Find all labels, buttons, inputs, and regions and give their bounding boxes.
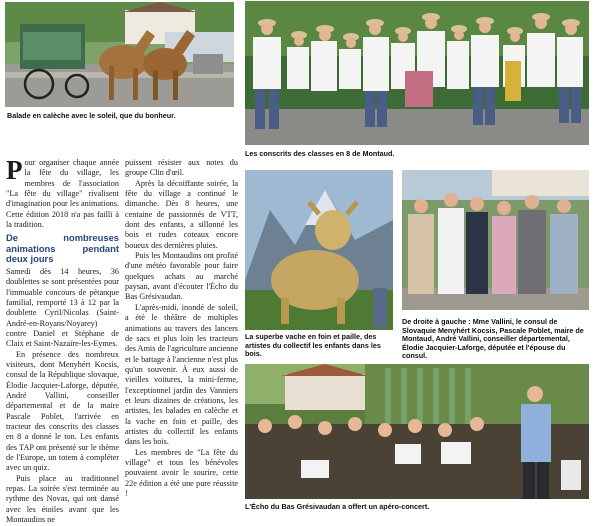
article-column-1	[6, 155, 119, 526]
paragraph: Les membres de "La fête du village" et tous les bénévoles pouvaient avoir le sourire, cette 22e édition a été une pure réussite !	[125, 447, 238, 498]
conscrits-photo	[245, 1, 589, 145]
paragraph: En présence des nombreux visiteurs, dont Menyhért Kocsis, consul de la République slovaque, Élodie Jacquier-Laforge, députée, André Vallini, conseiller départemental et de la maire Pascale Poblet, l'arrivée en tracteur des conscrits des classes en 8 a donné le ton. Les enfants des TAP ont présenté sur le thème de l'Europe, un totem à compléter avec un quiz.	[6, 349, 119, 473]
paragraph: our organiser chaque année la fête du village, les membres de l'association "La fête du village" rivalisent d'imagination pour les animations. Cette édition 2018 n'a pas failli à la tradition.	[6, 158, 119, 230]
vache-photo	[245, 170, 393, 330]
paragraph: Puis les Montaudins ont profité d'une météo favorable pour faire quelques achats au marché paysan, avant d'écouter l'Écho du Bas Grésivaudan.	[125, 251, 238, 302]
caption-vache: La superbe vache en foin et paille, des artistes du collectif les enfants dans les bois.	[245, 332, 381, 359]
caption-officiels: De droite à gauche : Mme Vallini, le consul de Slovaquie Menyhért Kocsis, Pascale Poblet, maire de Montaud, André Vallini, conseiller départemental, Élodie Jacquier-Laforge, députée et l'épouse du consul.	[402, 317, 584, 361]
paragraph: Puis place au traditionnel repas. La soirée s'est terminée au rythme des Novas, qui ont dansé avec les étoiles avant que les Montaudins ne	[6, 473, 119, 525]
caption-conscrits: Les conscrits des classes en 8 de Montaud.	[245, 149, 395, 158]
paragraph: Samedi dès 14 heures, 36 doublettes se sont présentées pour l'immuable concours de pétanque familial, remporté 13 à 12 par la doublette Cyril/Nicolas (Saint-André-en-Royans/Noyarey) contre Daniel et Stéphane de Claix et Saint-Nazaire-les-Eymes.	[6, 266, 119, 349]
officiels-photo	[402, 170, 589, 310]
caption-caleche: Balade en calèche avec le soleil, que du bonheur.	[7, 111, 176, 120]
paragraph: Après la décoiffante soirée, la fête du village a continué le dimanche. Dès 8 heures, une centaine de passionnés de VTT, dont des enfants, a sillonné les bois et rudes coteaux encore boueux des dernières pluies.	[125, 178, 238, 250]
paragraph: puissent résister aux notes du groupe Clin d'œil.	[125, 158, 238, 178]
subheading: De nombreuses animations pendant deux jours	[6, 232, 119, 265]
article-column-2	[125, 158, 238, 499]
caption-concert: L'Écho du Bas Grésivaudan a offert un apéro-concert.	[245, 502, 430, 511]
paragraph: L'après-midi, inondé de soleil, a été le théâtre de multiples animations au travers des lancers de sacs et plus loin les tracteurs des Amis de l'agriculture ancienne et le battage à l'ancienne n'est plus qu'un souvenir. À eux aussi de vieilles voitures, la mini-ferme, l'exceptionnel jardin des Vanniers et leurs dizaines de créations, les artistes, les balades en calèche et la vache en foin et paille, des artistes du collectif les enfants dans les bois.	[125, 302, 238, 447]
drop-cap: P	[6, 155, 23, 185]
concert-photo	[245, 364, 589, 499]
caleche-photo	[5, 2, 234, 107]
